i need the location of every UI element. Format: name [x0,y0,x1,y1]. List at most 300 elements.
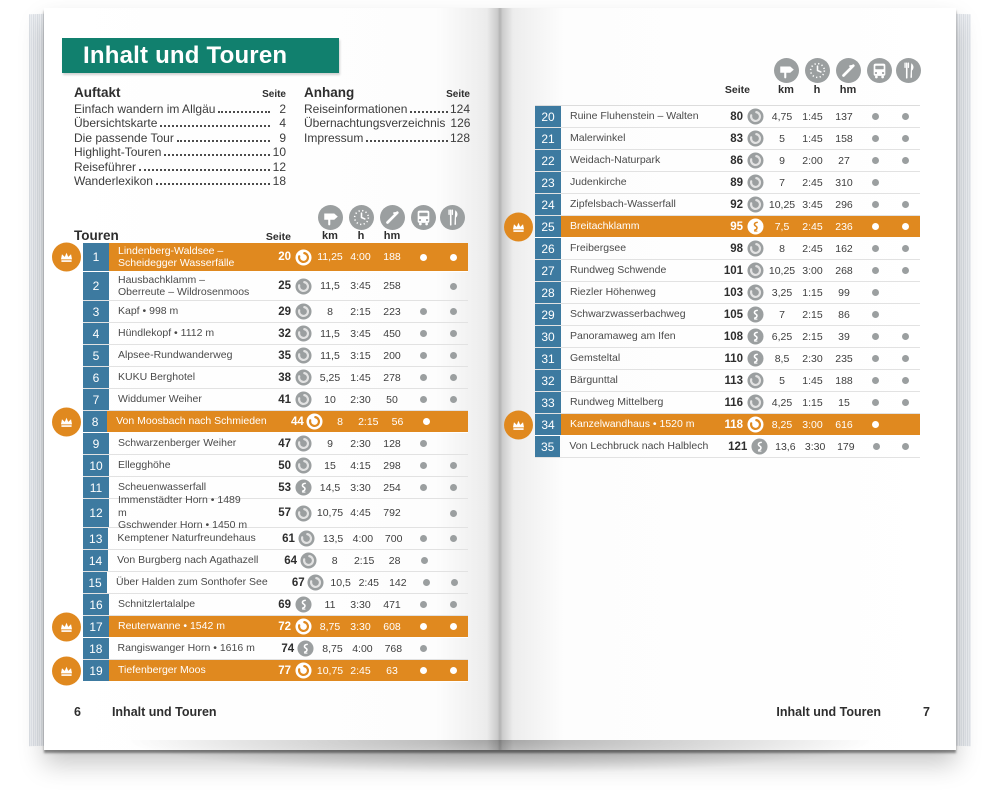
tour-row-34 [535,414,920,436]
tour-row-23 [535,172,920,194]
difficulty-ring-icon [291,303,315,320]
tour-number: 14 [83,550,108,571]
food-dot-cell [438,254,468,261]
food-dot [902,443,909,450]
tour-name: Scheuenwasserfall [118,481,207,494]
food-dot [450,484,457,491]
tour-page: 103 [723,286,743,299]
bus-icon [867,58,892,83]
bus-dot [872,113,879,120]
bus-dot-cell [408,623,438,630]
tour-name: Zipfelsbach-Wasserfall [570,198,676,211]
toc-item-page: 12 [272,159,286,174]
tour-km: 5 [779,132,785,145]
signpost-icon [318,205,343,230]
tour-km: 10,25 [768,198,796,211]
bus-dot-cell [860,333,890,340]
bus-dot [872,289,879,296]
tour-hours: 2:45 [802,220,823,233]
tour-km: 14,5 [319,481,341,494]
dotted-leader [164,154,270,156]
tour-km: 13,5 [322,532,344,545]
toc-item-page: 124 [449,102,470,116]
page-title: Inhalt und Touren [83,42,288,69]
bus-dot-cell [408,396,438,403]
tour-row-10 [83,455,468,477]
tour-name: Ruine Fluhenstein – Walten [570,110,699,123]
food-dot [450,601,457,608]
tour-number: 33 [535,392,561,413]
tour-name: Lindenberg-Waldsee – Scheidegger Wasserfälle [118,244,235,269]
bus-dot-cell [860,245,890,252]
tour-number: 6 [83,367,109,388]
tour-hm: 39 [838,330,850,343]
tour-row-5 [83,345,468,367]
tour-number: 30 [535,326,561,347]
tour-number: 16 [83,594,109,615]
tour-row-8 [83,411,468,433]
tour-hm: 278 [383,371,401,384]
difficulty-ring-icon [291,278,315,295]
tour-hours: 2:45 [350,664,371,677]
tour-row-30 [535,326,920,348]
food-dot-cell [890,245,920,252]
tour-page: 61 [282,532,295,545]
bus-dot-cell [860,201,890,208]
tour-page: 41 [278,393,291,406]
tour-hours: 1:45 [802,374,823,387]
tour-hm: 200 [383,349,401,362]
tour-hm: 310 [835,176,853,189]
difficulty-ring-icon [743,262,767,279]
tour-hm: 450 [383,327,401,340]
tour-name: KUKU Berghotel [118,371,196,384]
tour-hours: 3:00 [802,418,823,431]
food-dot-cell [438,484,468,491]
difficulty-squiggle-icon [743,328,767,345]
food-dot [450,535,457,542]
toc-section-anhang [304,85,470,145]
tour-hm: 268 [835,264,853,277]
food-dot [450,667,457,674]
bus-dot [420,308,427,315]
tour-page: 80 [730,110,743,123]
bus-dot [872,179,879,186]
tour-hm: 792 [383,507,401,519]
difficulty-ring-icon [743,196,767,213]
bus-dot-cell [413,579,441,586]
bus-dot [423,579,430,586]
tour-hours: 2:45 [358,576,379,589]
tour-row-19 [83,660,468,682]
difficulty-ring-icon [743,152,767,169]
tour-row-31 [535,348,920,370]
tour-hm: 28 [388,554,401,567]
tour-number: 9 [83,433,109,454]
tour-page: 92 [730,198,743,211]
bus-dot [420,462,427,469]
tour-hm: 158 [835,132,853,145]
tour-hours: 4:45 [350,507,371,519]
tour-row-16 [83,594,468,616]
tour-km: 11,5 [320,280,340,292]
toc-item-label: Reiseführer [74,159,137,174]
tour-km: 5,25 [319,371,341,384]
difficulty-ring-icon [291,505,315,522]
tour-name: Kemptener Naturfreundehaus [117,532,256,545]
bus-dot-cell [861,443,890,450]
tour-km: 10,75 [316,507,344,519]
tour-name: Schnitzlertalalpe [118,598,196,611]
tour-km: 9 [327,437,333,450]
difficulty-ring-icon [743,416,767,433]
difficulty-ring-icon [291,457,315,474]
tour-hours: 4:00 [352,532,374,545]
tour-row-32 [535,370,920,392]
tour-km: 7 [779,176,785,189]
dotted-leader [218,111,270,113]
seite-column-label-left: Seite [265,231,291,243]
tour-page: 105 [723,308,743,321]
difficulty-ring-icon [304,413,326,430]
column-label-hm: hm [839,84,857,96]
tour-number: 8 [83,411,107,432]
tour-hm: 471 [383,598,401,611]
tour-page: 69 [278,598,291,611]
tour-table-right [535,105,920,458]
bus-dot-cell [860,113,890,120]
tour-number: 10 [83,455,109,476]
tour-page: 113 [724,374,743,387]
right-page [500,8,956,750]
tour-page: 20 [278,251,291,263]
bus-dot-cell [409,535,438,542]
tour-row-1 [83,243,468,272]
difficulty-squiggle-icon [743,306,767,323]
bus-dot [421,557,428,564]
tour-hm: 236 [835,220,853,233]
toc-item [304,131,470,145]
tour-row-21 [535,128,920,150]
tour-row-7 [83,389,468,411]
tour-hours: 3:30 [350,598,371,611]
bus-dot-cell [860,223,890,230]
tour-hm: 700 [384,532,403,545]
footer-right [640,705,930,719]
tour-hours: 2:45 [802,176,823,189]
tour-hours: 3:45 [350,327,371,340]
tour-number: 11 [83,477,109,498]
food-dot [450,462,457,469]
tour-number: 29 [535,304,561,325]
difficulty-ring-icon [297,552,320,569]
tour-name: Rundweg Mittelberg [570,396,664,409]
food-dot [450,308,457,315]
food-dot [902,355,909,362]
food-dot-cell [438,510,468,517]
difficulty-squiggle-icon [294,640,318,657]
tour-page: 72 [278,620,291,633]
tour-page: 116 [724,396,743,409]
toc-item-page: 4 [279,116,286,131]
food-dot-cell [890,267,920,274]
book-pages [44,8,956,750]
tour-row-9 [83,433,468,455]
difficulty-ring-icon [291,369,315,386]
open-book [28,8,972,750]
tour-km: 10 [324,393,336,406]
tour-name: Rangiswanger Horn • 1616 m [117,642,255,655]
tour-number: 26 [535,238,561,259]
tour-hours: 2:15 [802,308,823,321]
tour-row-18 [83,638,468,660]
tour-row-26 [535,238,920,260]
left-page [44,8,500,750]
tour-table-left [83,243,468,682]
tour-page: 74 [281,642,295,655]
tour-hours: 2:15 [350,305,371,318]
tour-km: 11,5 [320,327,340,340]
toc-section-auftakt [74,85,286,188]
bus-dot-cell [860,399,890,406]
tour-row-20 [535,106,920,128]
toc-item-label: Wanderlexikon [74,174,153,189]
difficulty-squiggle-icon [291,596,315,613]
tour-row-27 [535,260,920,282]
tour-page: 32 [278,327,291,340]
ascent-icon [836,58,861,83]
difficulty-ring-icon [743,240,767,257]
tour-name: Bärgunttal [570,374,618,387]
toc-item-label: Die passende Tour [74,130,174,145]
bus-dot [420,535,427,542]
tour-name: Riezler Höhenweg [570,286,656,299]
tour-hm: 56 [391,415,404,428]
bus-dot [420,645,427,652]
bus-dot [420,484,427,491]
difficulty-ring-icon [743,394,767,411]
difficulty-squiggle-icon [291,479,315,496]
bus-dot [872,157,879,164]
food-dot [450,396,457,403]
tour-hm: 63 [386,664,398,677]
difficulty-ring-icon [295,530,318,547]
tour-page: 67 [291,576,305,589]
bus-dot-cell [408,374,438,381]
tour-row-35 [535,436,920,458]
tour-page: 95 [730,220,743,233]
tour-page: 89 [730,176,743,189]
footer-left [74,705,217,719]
tour-name: Freibergsee [570,242,627,255]
tour-hm: 188 [383,251,401,263]
toc-item-label: Reiseinformationen [304,102,408,116]
bus-dot-cell [408,440,438,447]
bus-dot-cell [408,254,438,261]
tour-number: 20 [535,106,561,127]
tour-name: Schwarzwasserbachweg [570,308,686,321]
difficulty-squiggle-icon [747,438,770,455]
bus-dot-cell [860,157,890,164]
toc-item-label: Übersichtskarte [74,116,158,131]
food-dot-cell [890,157,920,164]
dotted-leader [160,125,270,127]
tour-name: Über Halden zum Sonthofer See [115,576,268,589]
tour-km: 8,5 [774,352,790,365]
bus-dot-cell [412,418,440,425]
tour-page: 38 [278,371,291,384]
bus-dot-cell [860,421,890,428]
tour-hours: 2:30 [802,352,823,365]
tour-row-13 [83,528,468,550]
tour-number: 17 [83,616,109,637]
tour-hours: 1:15 [802,286,823,299]
toc-item-page: 126 [450,116,471,131]
toc-item-label: Impressum [304,130,364,145]
tour-number: 12 [83,499,109,527]
tour-km: 8 [779,242,785,255]
tour-number: 34 [535,414,561,435]
page-stack-edge-right [955,14,971,746]
difficulty-ring-icon [291,662,315,679]
food-dot-cell [438,352,468,359]
tour-km: 15 [324,459,336,472]
toc-item [74,116,286,130]
tour-row-33 [535,392,920,414]
bus-dot [420,623,427,630]
seite-column-label-right: Seite [724,84,750,96]
bus-dot [872,223,879,230]
bus-dot [872,421,879,428]
tour-hours: 1:45 [350,371,371,384]
tour-hm: 254 [383,481,401,494]
food-dot-cell [890,201,920,208]
tour-name: Kanzelwandhaus • 1520 m [570,418,695,431]
toc-item-page: 10 [272,145,286,160]
highlight-crown-icon [504,212,533,241]
column-label-hm: hm [383,230,401,242]
tour-name: Reuterwanne • 1542 m [118,620,225,633]
food-dot [450,374,457,381]
toc-auftakt-seite-label: Seite [262,89,286,100]
tour-name: Panoramaweg am Ifen [570,330,676,343]
tour-number: 32 [535,370,561,391]
highlight-crown-icon [504,410,533,439]
tour-hm: 223 [383,305,401,318]
tour-km: 9 [779,154,785,167]
tour-hm: 15 [838,396,850,409]
bus-dot-cell [408,484,438,491]
tour-page: 44 [291,415,304,428]
tour-km: 7,5 [774,220,790,233]
food-dot [902,377,909,384]
tour-number: 23 [535,172,561,193]
food-dot [902,399,909,406]
bus-dot [873,443,880,450]
tour-km: 4,75 [771,110,793,123]
food-dot [450,623,457,630]
tour-number: 25 [535,216,561,237]
tour-km: 6,25 [771,330,793,343]
bus-icon [411,205,436,230]
bus-dot-cell [860,355,890,362]
tour-name: Kapf • 998 m [118,305,179,318]
tour-hm: 258 [383,280,401,292]
bus-dot-cell [408,352,438,359]
difficulty-ring-icon [291,435,315,452]
tour-km: 3,25 [771,286,793,299]
tour-km: 10,75 [316,664,344,677]
clock-icon [349,205,374,230]
bus-dot-cell [860,135,890,142]
tour-hm: 86 [838,308,850,321]
food-dot-cell [438,462,468,469]
food-dot-cell [439,535,468,542]
tour-name: Rundweg Schwende [570,264,667,277]
tour-page: 77 [278,664,291,677]
difficulty-ring-icon [291,618,315,635]
tour-page: 64 [284,554,298,567]
tour-page: 98 [730,242,743,255]
tour-km: 11,5 [320,349,340,362]
highlight-crown-icon [52,407,81,436]
tour-hours: 2:00 [802,154,823,167]
tour-hours: 4:15 [350,459,371,472]
tour-row-6 [83,367,468,389]
bus-dot [872,355,879,362]
food-dot [451,579,458,586]
difficulty-ring-icon [743,284,767,301]
food-dot [902,201,909,208]
tour-row-28 [535,282,920,304]
tour-km: 8,25 [771,418,793,431]
tour-number: 7 [83,389,109,410]
tour-hours: 3:45 [350,280,371,292]
difficulty-ring-icon [291,249,315,266]
dotted-leader [156,183,270,185]
tour-page: 25 [278,280,291,292]
food-dot-cell [890,377,920,384]
bus-dot [872,377,879,384]
tour-number: 5 [83,345,109,366]
food-dot [902,245,909,252]
tour-number: 35 [535,436,560,457]
tour-name: Weidach-Naturpark [570,154,661,167]
tour-hours: 2:30 [350,393,371,406]
food-dot-cell [890,333,920,340]
tour-hours: 1:45 [802,132,823,145]
food-dot [902,333,909,340]
tour-hours: 3:30 [350,620,371,633]
tour-km: 11,25 [317,251,343,263]
bus-dot-cell [408,462,438,469]
tour-km: 5 [779,374,785,387]
toc-auftakt-title: Auftakt [74,85,121,100]
tour-number: 3 [83,301,109,322]
food-dot-cell [890,399,920,406]
tour-number: 19 [83,660,109,681]
tour-hm: 99 [838,286,850,299]
tour-hours: 1:15 [802,396,823,409]
tour-hm: 296 [835,198,853,211]
food-dot-cell [438,667,468,674]
tour-km: 10,25 [768,264,796,277]
tour-hours: 3:15 [350,349,371,362]
tour-number: 18 [83,638,109,659]
tour-km: 11 [324,598,336,611]
food-dot [450,510,457,517]
footer-right-title: Inhalt und Touren [776,705,882,719]
